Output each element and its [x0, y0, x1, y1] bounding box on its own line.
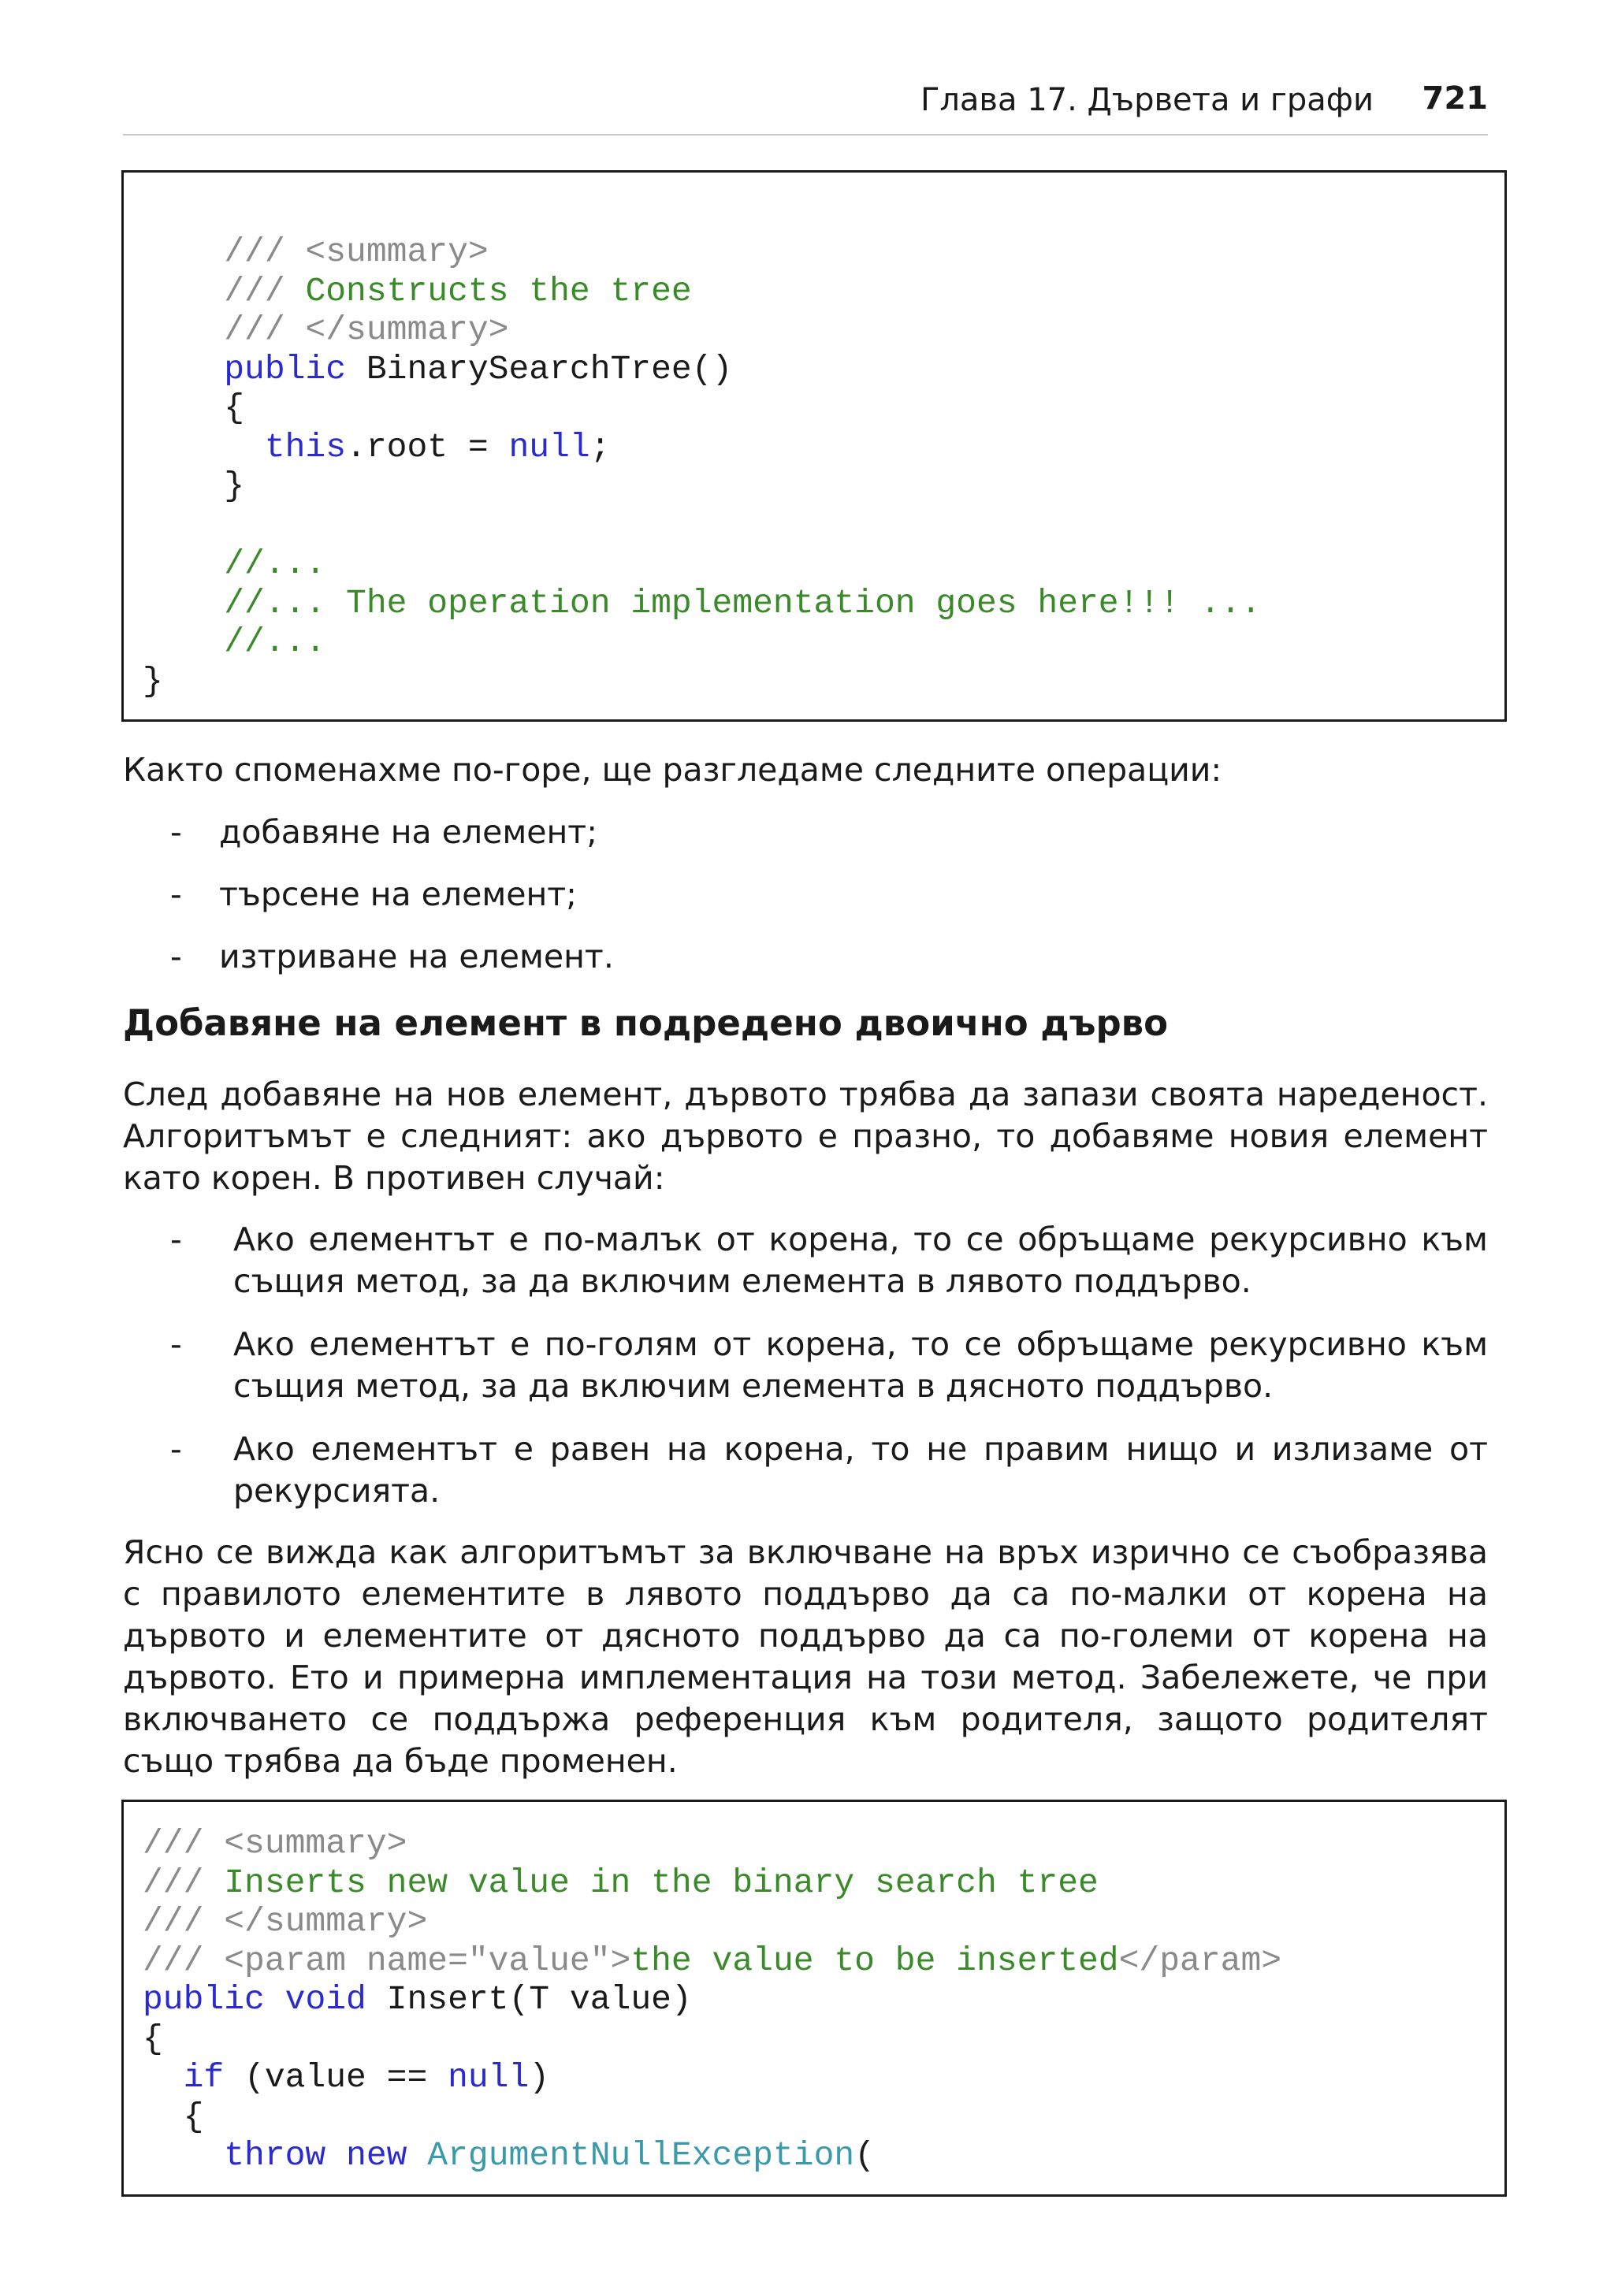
- code-listing: /// <summary> /// Constructs the tree /// </summary> public BinarySearchTree() { this.root = null; } //... //... The operation implementation goes here!!! ... //... }: [143, 232, 1262, 700]
- page-header: [123, 79, 1488, 136]
- code-block-constructor: [121, 170, 1507, 722]
- section-heading: Добавяне на елемент в подредено двоично дърво: [123, 1002, 1169, 1044]
- paragraph-explanation: Ясно се вижда как алгоритъмът за включване на връх изрично се съобразява с правилото елементите в лявото поддърво да са по-малки от корена на дървото и елементите от дясното поддърво да са по-големи от корена на дървото. Ето и примерна имплементация на този метод. Забележете, че при включването се поддържа референция към родителя, защото родителят също трябва да бъде променен.: [123, 1533, 1488, 1780]
- code-listing: /// <summary> /// Inserts new value in the binary search tree /// </summary> /// <param name="value">the value to be inserted</param> public void Insert(T value) { if (value == null) { throw new ArgumentNullException(: [143, 1824, 1282, 2175]
- chapter-title: Глава 17. Дървета и графи: [920, 82, 1374, 118]
- paragraph-algorithm: След добавяне на нов елемент, дървото трябва да запази своята нареденост. Алгоритъмът е следният: ако дървото е празно, то добавяме новия елемент като корен. В противен случай:: [123, 1076, 1488, 1197]
- code-block-insert: [121, 1800, 1507, 2197]
- page-number: 721: [1422, 80, 1488, 117]
- intro-text: Както споменахме по-горе, ще разгледаме следните операции:: [123, 751, 1222, 789]
